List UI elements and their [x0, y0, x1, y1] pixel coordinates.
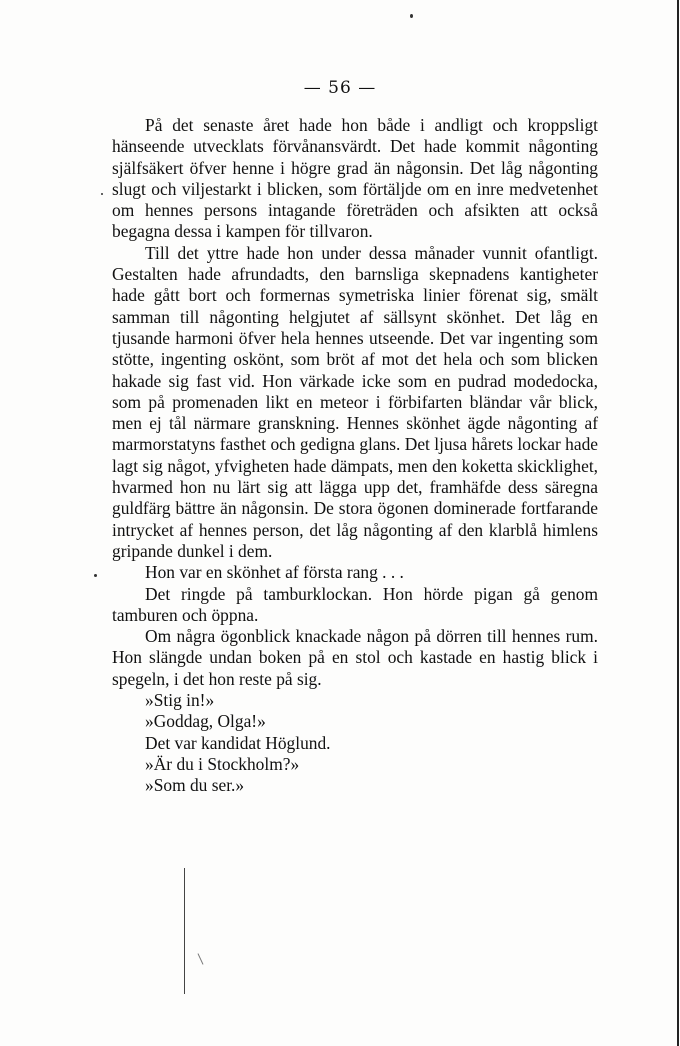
dialogue-line: »Goddag, Olga!»: [145, 711, 266, 732]
margin-rule-mark: [184, 868, 185, 994]
pencil-tick-mark: [198, 953, 204, 964]
ink-speck: [101, 193, 103, 195]
page-number: — 56 —: [303, 78, 377, 98]
paragraph: På det senaste året hade hon både i andligt och kroppsligt hänseende utvecklats förvånansvärdt. Det hade kommit någonting själfsäkert öfver henne i högre grad än någonsin. Det låg någonting slugt och viljestarkt i blicken, som förtäljde om en inre medvetenhet om hennes persons intagande företräden och afsikten att också begagna dessa i kampen för tillvaron.: [112, 115, 598, 242]
paragraph: Om några ögonblick knackade någon på dörren till hennes rum. Hon slängde undan boken på en stol och kastade en hastig blick i spegeln, i det hon reste på sig.: [112, 626, 598, 689]
page-edge-line: [677, 0, 679, 1046]
dialogue-line: Det var kandidat Höglund.: [145, 732, 331, 753]
body-text: [112, 115, 598, 797]
paragraph: Till det yttre hade hon under dessa månader vunnit ofantligt. Gestalten hade afrundadts, den barnsliga skepnadens kantigheter hade gått bort och formernas symetriska linier förenat sig, smält samman till någonting helgjutet af sällsynt skönhet. Det låg en tjusande harmoni öfver hela hennes utseende. Det var ingenting som stötte, ingenting oskönt, som bröt af mot det hela och som blicken hakade sig fast vid. Hon värkade icke som en pudrad modedocka, som på promenaden likt en meteor i förbifarten bländar vår blick, men ej tål närmare granskning. Hennes skönhet ägde någonting af marmorstatyns fasthet och gedigna glans. Det ljusa hårets lockar hade lagt sig något, yfvigheten hade dämpats, men den koketta skicklighet, hvarmed hon nu lärt sig att lägga upp det, framhäfde dess säregna guldfärg bättre än någonsin. De stora ögonen dominerade fortfarande intrycket af hennes person, det låg någonting af den klarblå himlens gripande dunkel i dem.: [112, 242, 598, 561]
ink-speck: [410, 14, 413, 18]
dialogue-line: »Som du ser.»: [145, 775, 245, 796]
dialogue-line: »Stig in!»: [145, 690, 215, 711]
paragraph: Det ringde på tamburklockan. Hon hörde pigan gå genom tamburen och öppna.: [112, 583, 598, 625]
dialogue-line: »Är du i Stockholm?»: [145, 753, 300, 774]
ink-speck: [94, 574, 97, 577]
paragraph: Hon var en skönhet af första rang . . .: [145, 562, 404, 583]
